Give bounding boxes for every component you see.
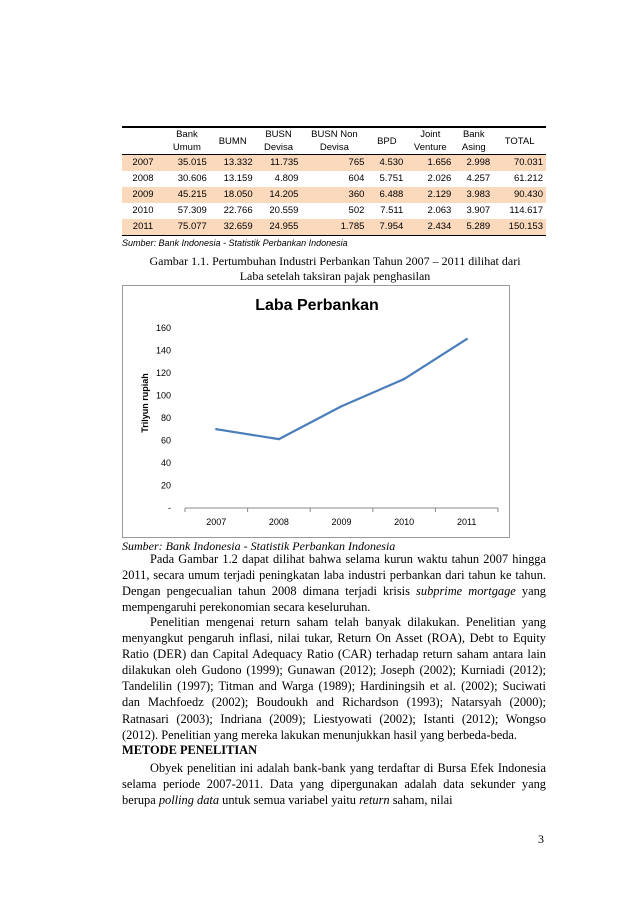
header-joint-venture: Joint Venture xyxy=(406,127,454,155)
y-tick-label: 80 xyxy=(160,413,171,423)
data-point xyxy=(466,338,468,340)
row-year: 2008 xyxy=(132,173,154,184)
y-tick-label: 60 xyxy=(160,435,171,446)
data-point xyxy=(403,378,405,380)
table-cell: 765 xyxy=(301,155,367,172)
data-point xyxy=(215,428,217,430)
table-cell: 70.031 xyxy=(493,155,546,172)
table-cell: 24.955 xyxy=(256,219,302,236)
table-cell: 4.530 xyxy=(367,155,406,172)
table-cell: 14.205 xyxy=(256,187,302,203)
table-cell: 22.766 xyxy=(223,205,253,216)
table-row xyxy=(122,155,546,172)
figure-caption: Gambar 1.1. Pertumbuhan Industri Perbankan Tahun 2007 – 2011 dilihat dari Laba setelah taksiran pajak penghasilan xyxy=(149,254,521,283)
table-cell: 5.289 xyxy=(454,219,493,236)
paragraph-1: Pada Gambar 1.2 dapat dilihat bahwa selama kurun waktu tahun 2007 hingga 2011, secara umum terjadi peningkatan laba industri perbankan dari tahun ke tahun. Dengan pengecualian tahun 2008 dimana terjadi krisis subprime mortgage yang mempengaruhi perekonomian secara keseluruhan. xyxy=(122,552,547,615)
data-point xyxy=(278,438,280,440)
chart-svg xyxy=(123,286,511,539)
table-header-row xyxy=(122,127,546,155)
chart-title: Laba Perbankan xyxy=(255,297,379,314)
table-cell: 3.907 xyxy=(466,205,491,216)
y-tick-label: - xyxy=(168,503,171,513)
table-cell: 7.954 xyxy=(367,219,406,236)
header-bpd: BPD xyxy=(367,127,406,155)
table-cell: 150.153 xyxy=(493,219,546,236)
table-cell: 35.015 xyxy=(164,155,210,172)
table-cell: 20.559 xyxy=(269,205,299,216)
table-cell: 13.159 xyxy=(223,173,253,184)
header-bumn: BUMN xyxy=(210,127,256,155)
table-cell: 360 xyxy=(301,187,367,203)
y-tick-label: 20 xyxy=(160,480,171,491)
table-cell: 18.050 xyxy=(210,187,256,203)
table-cell: 3.983 xyxy=(454,187,493,203)
table-cell: 13.332 xyxy=(210,155,256,172)
x-tick-label: 2010 xyxy=(394,517,415,527)
table-row xyxy=(122,171,546,187)
table-row xyxy=(122,203,546,219)
table-cell: 2.434 xyxy=(406,219,454,236)
table-cell: 11.735 xyxy=(256,155,302,172)
header-total: TOTAL xyxy=(493,127,546,155)
table-cell: 604 xyxy=(348,173,365,184)
header-busn-non-devisa: BUSN Non Devisa xyxy=(301,127,367,155)
series-line xyxy=(216,339,466,439)
row-year: 2007 xyxy=(122,155,164,172)
paragraph-2: Penelitian mengenai return saham telah banyak dilakukan. Penelitian yang menyangkut pengaruh inflasi, nilai tukar, Return On Asset (ROA), Debt to Equity Ratio (DER) dan Capital Adequacy Ratio (CAR) terhadap return saham antara lain dilakukan oleh Gudono (1999); Gunawan (2012); Joseph (2002); Kurniadi (2012); Tandelilin (1997); Titman and Warga (1989); Hardiningsih et al. (2002); Suciwati dan Machfoedz (2002); Boudoukh and Richardson (1993); Natarsyah (2000); Ratnasari (2003); Indriana (2009); Liestyowati (2002); Istanti (2012); Wongso (2012). Penelitian yang mereka lakukan menunjukkan hasil yang berbeda-beda. xyxy=(122,615,546,742)
table-cell: 7.511 xyxy=(380,205,404,216)
y-tick-label: 120 xyxy=(155,368,171,378)
table-cell: 502 xyxy=(348,205,365,216)
y-axis-label: Trilyun rupiah xyxy=(140,373,150,433)
chart-source: Sumber: Bank Indonesia - Statistik Perbankan Indonesia xyxy=(122,539,396,553)
line-chart xyxy=(122,285,510,538)
header-year xyxy=(122,127,164,155)
table-cell: 45.215 xyxy=(164,187,210,203)
table-cell: 90.430 xyxy=(493,187,546,203)
table-cell: 57.309 xyxy=(177,205,207,216)
bank-table xyxy=(122,126,546,236)
table-cell: 1.785 xyxy=(301,219,367,236)
row-year: 2010 xyxy=(132,205,154,216)
table-row xyxy=(122,219,546,236)
table-cell: 32.659 xyxy=(210,219,256,236)
x-tick-label: 2007 xyxy=(206,517,227,527)
y-tick-label: 140 xyxy=(155,345,171,356)
table-cell: 30.606 xyxy=(177,173,207,184)
table-cell: 2.998 xyxy=(454,155,493,172)
header-busn-devisa: BUSN Devisa xyxy=(256,127,302,155)
x-tick-label: 2009 xyxy=(331,517,352,527)
row-year: 2011 xyxy=(122,219,164,236)
data-point xyxy=(340,405,342,407)
header-bank-umum: Bank Umum xyxy=(164,127,210,155)
header-bank-asing: Bank Asing xyxy=(454,127,493,155)
table-cell: 2.026 xyxy=(427,173,452,184)
table-cell: 114.617 xyxy=(509,205,543,216)
x-tick-label: 2011 xyxy=(457,517,477,527)
y-tick-label: 100 xyxy=(155,390,171,401)
row-year: 2009 xyxy=(122,187,164,203)
table-cell: 2.129 xyxy=(406,187,454,203)
table-cell: 4.257 xyxy=(466,173,491,184)
table-cell: 2.063 xyxy=(427,205,452,216)
table-cell: 4.809 xyxy=(274,173,299,184)
table-cell: 5.751 xyxy=(379,173,404,184)
y-tick-label: 160 xyxy=(155,323,171,333)
table-cell: 61.212 xyxy=(513,173,543,184)
table-source: Sumber: Bank Indonesia - Statistik Perbankan Indonesia xyxy=(122,238,348,248)
table-cell: 75.077 xyxy=(164,219,210,236)
y-tick-label: 40 xyxy=(160,458,171,468)
x-tick-label: 2008 xyxy=(268,517,289,527)
page-number: 3 xyxy=(538,832,544,846)
table-cell: 1.656 xyxy=(406,155,454,172)
table-cell: 6.488 xyxy=(367,187,406,203)
paragraph-3: Obyek penelitian ini adalah bank-bank yang terdaftar di Bursa Efek Indonesia selama periode 2007-2011. Data yang dipergunakan adalah data sekunder yang berupa polling data untuk semua variabel yaitu return saham, nilai xyxy=(122,761,546,808)
section-heading: METODE PENELITIAN xyxy=(122,743,258,757)
table-row xyxy=(122,187,546,203)
